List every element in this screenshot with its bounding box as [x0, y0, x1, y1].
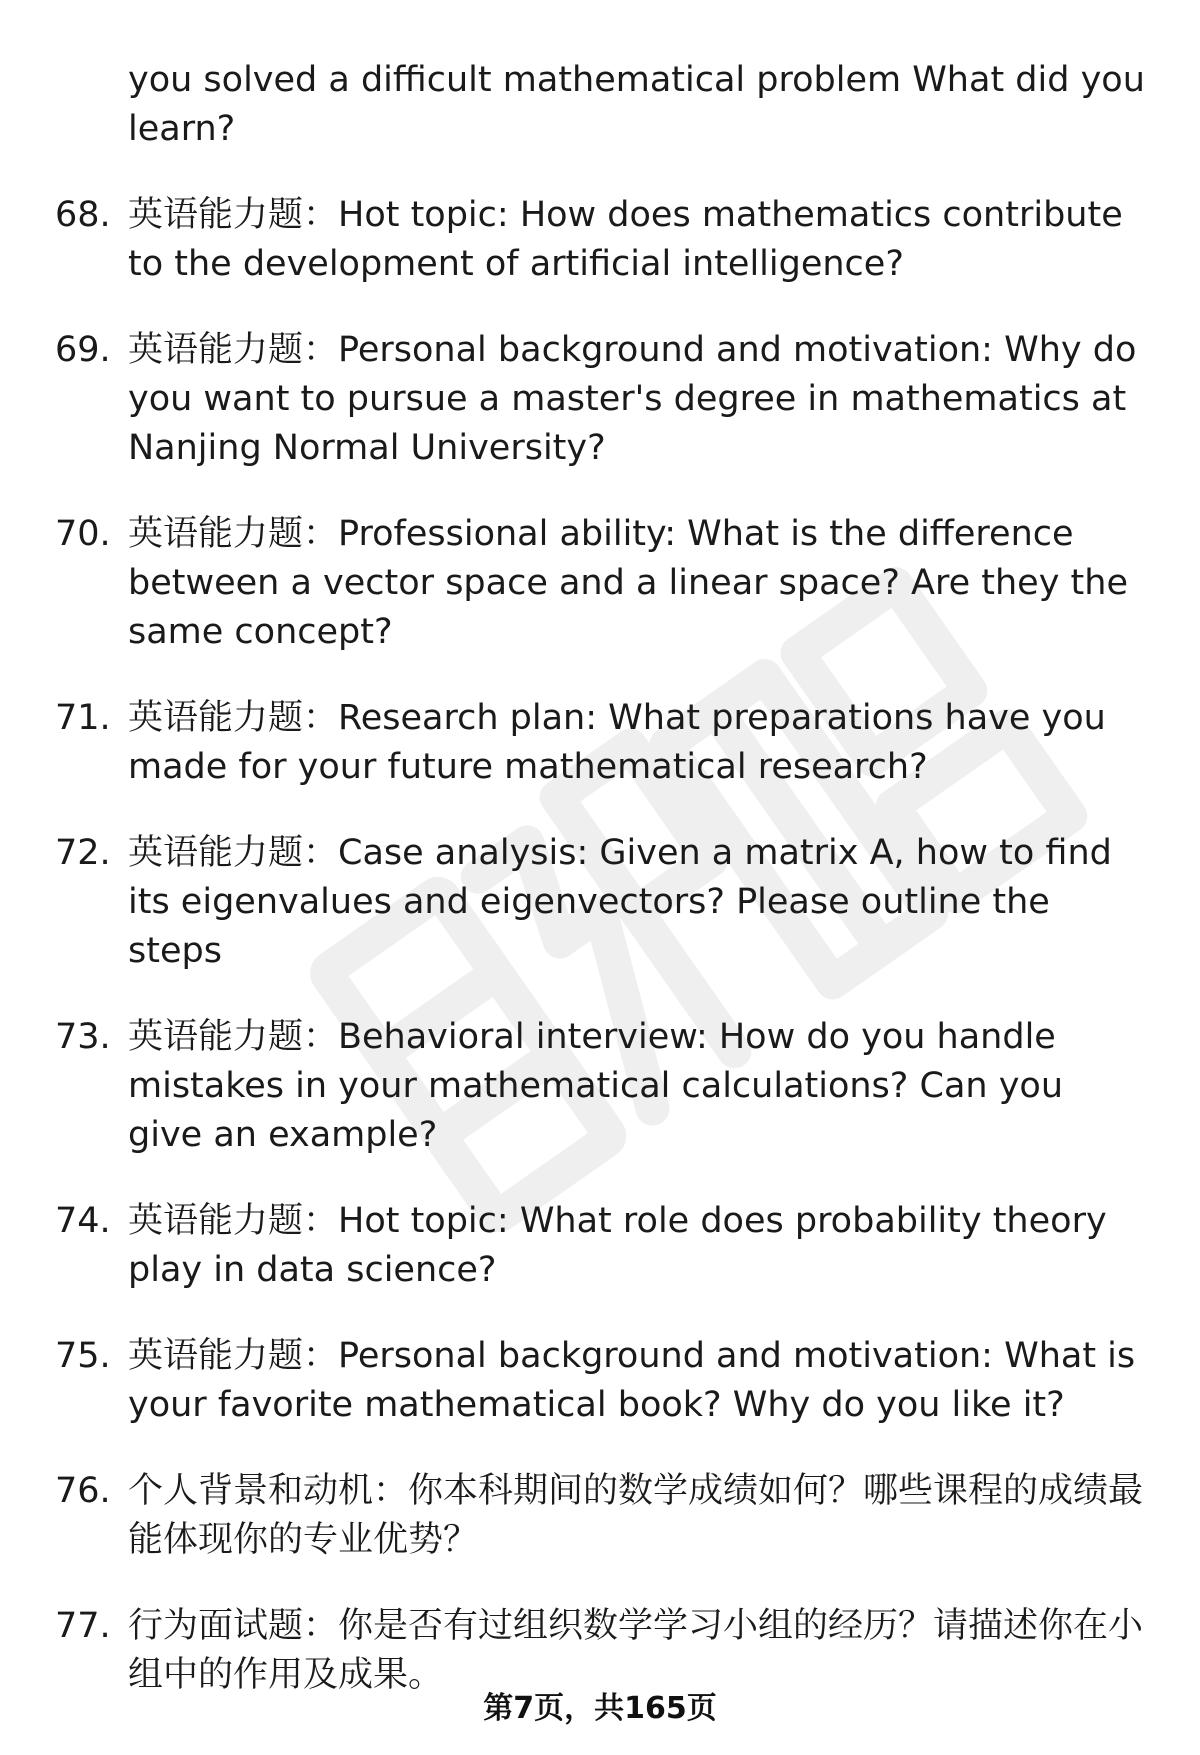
question-text: 英语能力题：Case analysis: Given a matrix A, how to find its eigenvalues and eigenvectors? Please outline the steps: [128, 833, 1112, 971]
question-text: 英语能力题：Hot topic: What role does probability theory play in data science?: [128, 1201, 1107, 1290]
question-text: 英语能力题：Personal background and motivation: What is your favorite mathematical book? Why do you like it?: [128, 1336, 1136, 1425]
question-text: 英语能力题：Personal background and motivation: Why do you want to pursue a master's degree in mathematics at Nanjing Normal University?: [128, 330, 1137, 468]
question-number: 69.: [55, 330, 111, 370]
question-number: 76.: [55, 1471, 111, 1511]
page-footer: 第7页，共165页: [483, 1691, 717, 1726]
question-number: 75.: [55, 1336, 111, 1376]
question-number: 73.: [55, 1017, 111, 1057]
question-list: [55, 56, 1145, 1737]
question-item: [55, 1467, 1145, 1565]
continued-question-text: you solved a difficult mathematical problem What did you learn?: [128, 60, 1145, 149]
question-item: [55, 1197, 1145, 1295]
question-item: [55, 1013, 1145, 1160]
question-number: 74.: [55, 1201, 111, 1241]
question-item: [55, 829, 1145, 976]
question-text: 英语能力题：Hot topic: How does mathematics contribute to the development of artificial intelligence?: [128, 195, 1123, 284]
question-number: 72.: [55, 833, 111, 873]
question-text: 英语能力题：Behavioral interview: How do you handle mistakes in your mathematical calculations? Can you give an example?: [128, 1017, 1064, 1155]
question-number: 77.: [55, 1606, 111, 1646]
question-number: 70.: [55, 514, 111, 554]
question-item: [55, 326, 1145, 473]
question-text: 英语能力题：Research plan: What preparations have you made for your future mathematical research?: [128, 698, 1106, 787]
question-text: 行为面试题：你是否有过组织数学学习小组的经历？请描述你在小组中的作用及成果。: [128, 1606, 1144, 1695]
question-number: 71.: [55, 698, 111, 738]
question-item: [55, 510, 1145, 657]
question-item: [55, 694, 1145, 792]
question-text: 个人背景和动机：你本科期间的数学成绩如何？哪些课程的成绩最能体现你的专业优势？: [128, 1471, 1144, 1560]
question-text: 英语能力题：Professional ability: What is the difference between a vector space and a linear space? Are they the same concept?: [128, 514, 1128, 652]
question-item: [55, 1332, 1145, 1430]
question-number: 68.: [55, 195, 111, 235]
question-item: [55, 191, 1145, 289]
